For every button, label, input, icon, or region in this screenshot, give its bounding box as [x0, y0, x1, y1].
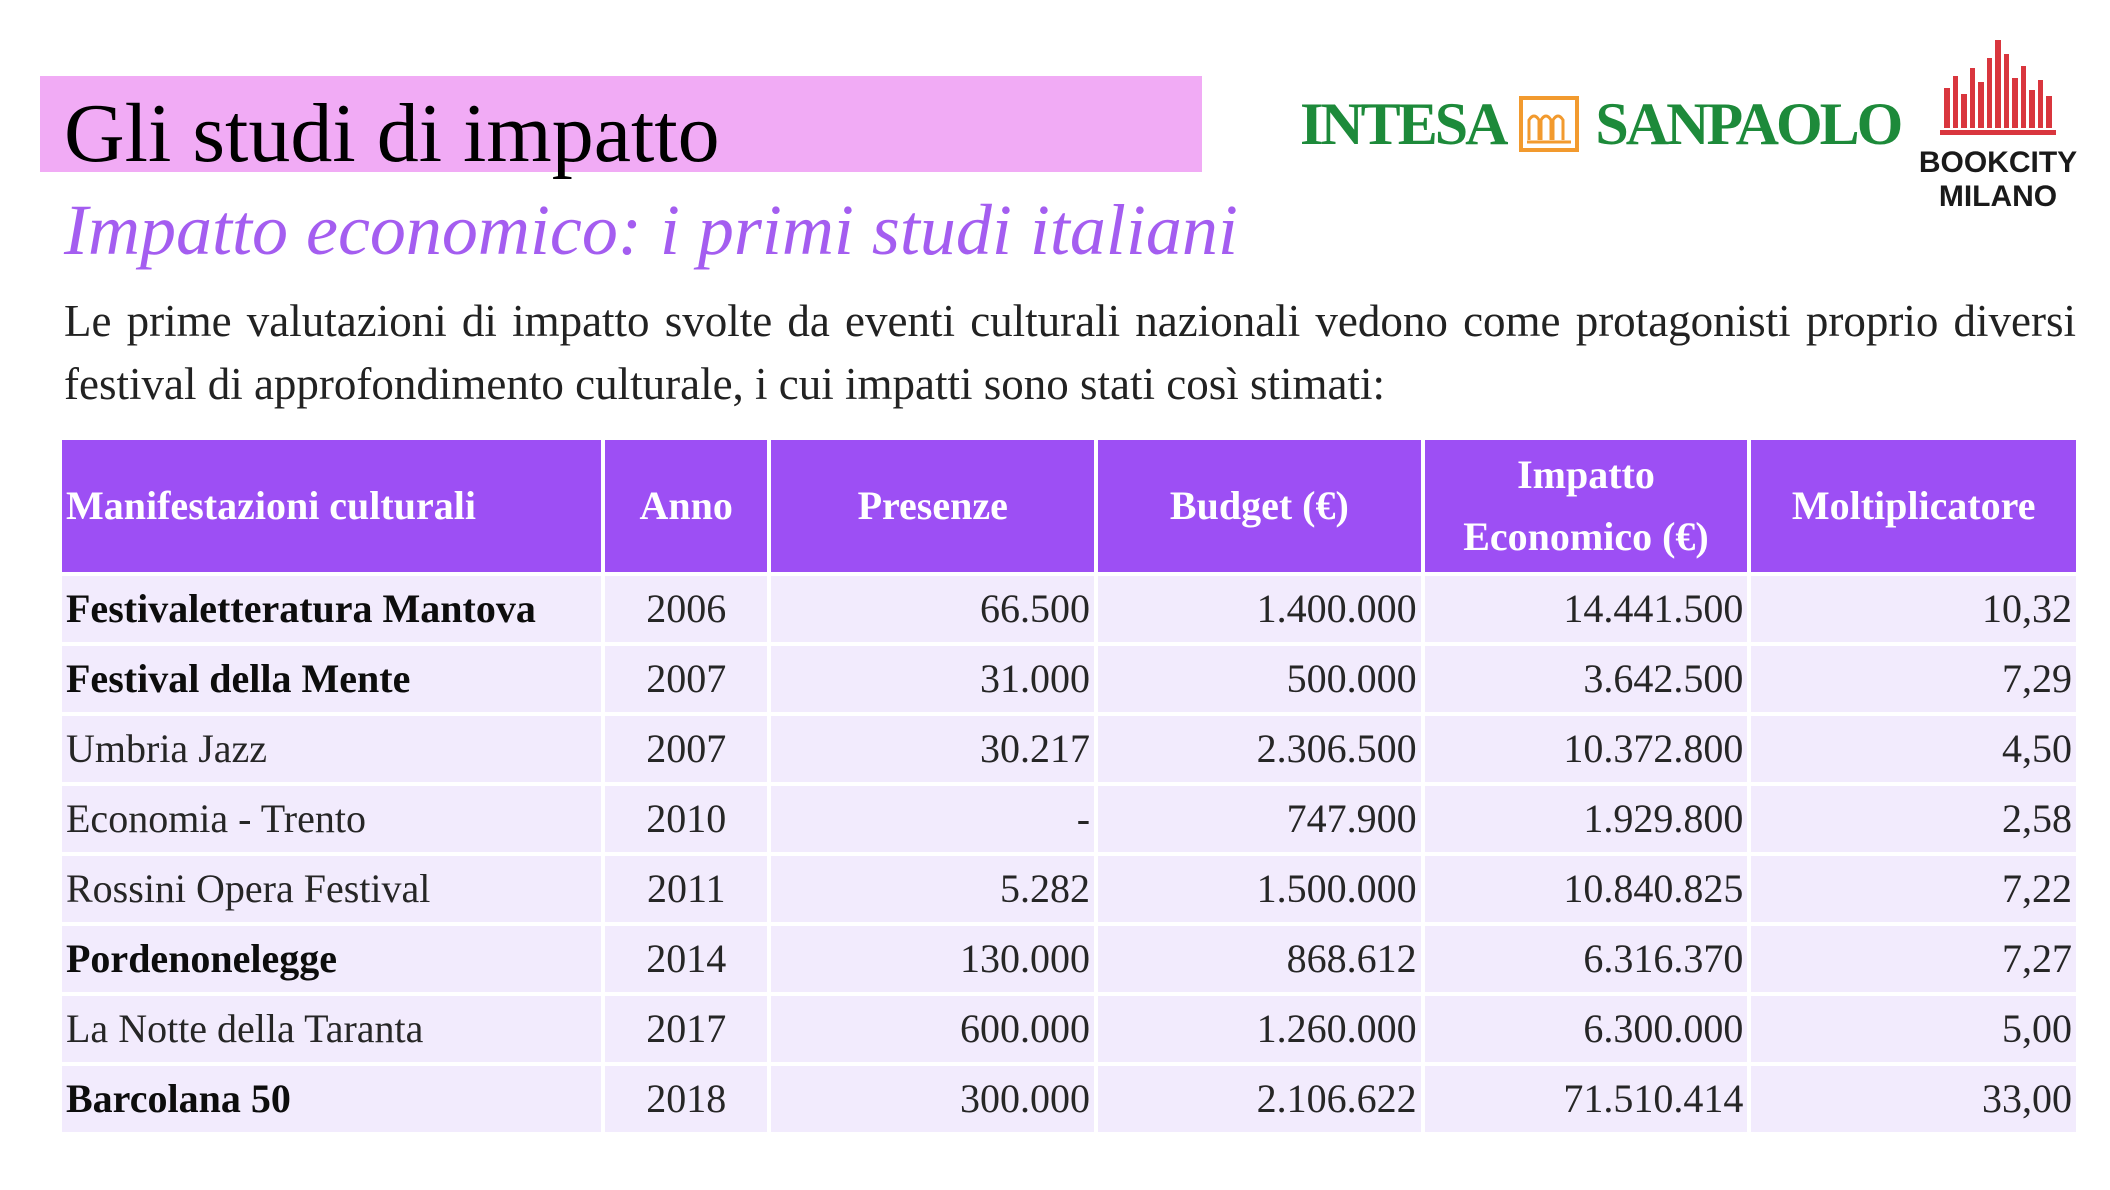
header-budget: Budget (€) — [1098, 440, 1421, 572]
impact-table — [58, 436, 2080, 1136]
cell-anno: 2017 — [605, 996, 767, 1062]
header-impatto: Impatto Economico (€) — [1425, 440, 1748, 572]
cell-impatto: 71.510.414 — [1425, 1066, 1748, 1132]
table-row — [62, 646, 2076, 712]
table-header-row — [62, 440, 2076, 572]
cell-moltiplicatore: 7,29 — [1751, 646, 2076, 712]
cell-presenze: 300.000 — [771, 1066, 1094, 1132]
header-moltiplicatore: Moltiplicatore — [1751, 440, 2076, 572]
cell-budget: 747.900 — [1098, 786, 1421, 852]
cell-impatto: 10.840.825 — [1425, 856, 1748, 922]
cell-budget: 868.612 — [1098, 926, 1421, 992]
cell-anno: 2011 — [605, 856, 767, 922]
intesa-logo-word-right: SANPAOLO — [1595, 91, 1901, 157]
cell-manifestazione: Festival della Mente — [62, 646, 601, 712]
cell-anno: 2018 — [605, 1066, 767, 1132]
cell-budget: 2.306.500 — [1098, 716, 1421, 782]
cell-moltiplicatore: 7,27 — [1751, 926, 2076, 992]
bookcity-logo-line-1: BOOKCITY — [1918, 146, 2078, 179]
cell-presenze: 31.000 — [771, 646, 1094, 712]
cell-budget: 1.260.000 — [1098, 996, 1421, 1062]
cell-moltiplicatore: 33,00 — [1751, 1066, 2076, 1132]
arch-icon — [1519, 96, 1579, 152]
cell-manifestazione: Barcolana 50 — [62, 1066, 601, 1132]
cell-anno: 2006 — [605, 576, 767, 642]
cell-moltiplicatore: 10,32 — [1751, 576, 2076, 642]
cell-presenze: 30.217 — [771, 716, 1094, 782]
cell-presenze: 600.000 — [771, 996, 1094, 1062]
cell-presenze: 66.500 — [771, 576, 1094, 642]
bookcity-skyline-icon — [1936, 38, 2060, 140]
cell-presenze: 5.282 — [771, 856, 1094, 922]
cell-anno: 2014 — [605, 926, 767, 992]
intro-paragraph: Le prime valutazioni di impatto svolte da eventi culturali nazionali vedono come protagonisti proprio diversi festival di approfondimento culturale, i cui impatti sono stati così stimati: — [64, 296, 2076, 409]
bookcity-logo-line-2: MILANO — [1938, 180, 2058, 213]
cell-impatto: 1.929.800 — [1425, 786, 1748, 852]
slide-subtitle: Impatto economico: i primi studi italiani — [64, 190, 1238, 270]
header-presenze: Presenze — [771, 440, 1094, 572]
table-row — [62, 926, 2076, 992]
slide-title: Gli studi di impatto — [64, 87, 720, 180]
table-row — [62, 716, 2076, 782]
cell-impatto: 6.300.000 — [1425, 996, 1748, 1062]
table-row — [62, 786, 2076, 852]
cell-manifestazione: Pordenonelegge — [62, 926, 601, 992]
cell-budget: 1.400.000 — [1098, 576, 1421, 642]
cell-manifestazione: Umbria Jazz — [62, 716, 601, 782]
bookcity-milano-logo — [1908, 38, 2088, 220]
header-manifestazioni: Manifestazioni culturali — [62, 440, 601, 572]
table-row — [62, 856, 2076, 922]
cell-impatto: 6.316.370 — [1425, 926, 1748, 992]
cell-moltiplicatore: 4,50 — [1751, 716, 2076, 782]
table-row — [62, 576, 2076, 642]
cell-budget: 1.500.000 — [1098, 856, 1421, 922]
intesa-logo-word-left: INTESA — [1300, 91, 1506, 157]
cell-moltiplicatore: 5,00 — [1751, 996, 2076, 1062]
cell-moltiplicatore: 7,22 — [1751, 856, 2076, 922]
cell-moltiplicatore: 2,58 — [1751, 786, 2076, 852]
cell-presenze: - — [771, 786, 1094, 852]
cell-anno: 2010 — [605, 786, 767, 852]
cell-manifestazione: Rossini Opera Festival — [62, 856, 601, 922]
cell-impatto: 10.372.800 — [1425, 716, 1748, 782]
cell-anno: 2007 — [605, 716, 767, 782]
cell-manifestazione: Economia - Trento — [62, 786, 601, 852]
bookcity-logo-text — [1908, 146, 2088, 214]
table-row — [62, 1066, 2076, 1132]
cell-manifestazione: Festivaletteratura Mantova — [62, 576, 601, 642]
cell-anno: 2007 — [605, 646, 767, 712]
cell-impatto: 14.441.500 — [1425, 576, 1748, 642]
header-anno: Anno — [605, 440, 767, 572]
cell-budget: 2.106.622 — [1098, 1066, 1421, 1132]
cell-impatto: 3.642.500 — [1425, 646, 1748, 712]
table-body — [62, 576, 2076, 1132]
cell-presenze: 130.000 — [771, 926, 1094, 992]
intesa-sanpaolo-logo — [1300, 91, 1901, 157]
cell-manifestazione: La Notte della Taranta — [62, 996, 601, 1062]
table-row — [62, 996, 2076, 1062]
cell-budget: 500.000 — [1098, 646, 1421, 712]
